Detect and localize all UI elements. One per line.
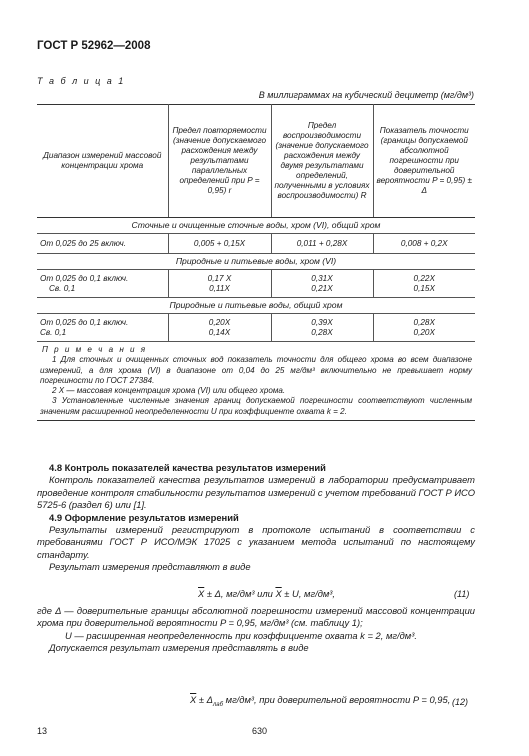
formula-11 — [198, 588, 335, 599]
value-line: 0,28X — [311, 327, 333, 337]
cell-R: 0,011 + 0,28X — [271, 234, 373, 254]
section-4-8-text: Контроль показателей качества результатов измерений в лаборатории предусматривает проведение контроля стабильности результатов измерений с учетом требований ГОСТ Р ИСО 5725-6 (раздел 6) или [1]. — [37, 474, 475, 511]
mean-x-symbol: $\overline{X}$ — [275, 588, 282, 599]
cell-r: 0,005 + 0,15X — [168, 234, 271, 254]
range-line: От 0,025 до 0,1 включ. — [40, 273, 129, 283]
cell-range — [37, 270, 168, 298]
cell-range — [37, 314, 168, 342]
mean-x-symbol: $\overline{X}$ — [198, 588, 205, 599]
mean-x-symbol: $\overline{X}$ — [190, 694, 197, 705]
col-header-reproducibility: Предел воспроизводимости (значение допускаемого расхождения между двумя результатами определений, полученными в условиях воспроизводимости) R — [271, 105, 373, 218]
table-row — [37, 234, 475, 254]
section-4-8 — [37, 462, 475, 574]
table-notes — [37, 342, 475, 421]
note-2: 2 X — массовая концентрация хрома (VI) или общего хрома. — [52, 386, 286, 396]
cell-delta: 0,008 + 0,2X — [373, 234, 475, 254]
col-header-range: Диапазон измерений массовой концентрации хрома — [37, 105, 168, 218]
section-4-9-text-2: Результат измерения представляют в виде — [49, 561, 251, 573]
value-line: 0,17 X — [207, 273, 232, 283]
value-line: 0,11X — [209, 283, 230, 293]
section-row — [37, 298, 475, 314]
range-line: Св. 0,1 — [49, 283, 76, 293]
section-4-9-title: 4.9 Оформление результатов измерений — [49, 511, 239, 523]
page-number-center: 630 — [252, 726, 268, 736]
formula-12-pm: ± Δ — [196, 694, 213, 705]
value-line: 0,31X — [311, 273, 333, 283]
range-line: Св. 0,1 — [40, 327, 67, 337]
definition-delta: где Δ — доверительные границы абсолютной погрешности измерений массовой концентрации хрома при доверительной вероятности P = 0,95, мг/дм³ (см. таблицу 1); — [37, 605, 475, 629]
cell-r — [168, 270, 271, 298]
value-line: 0,21X — [311, 283, 333, 293]
value-line: 0,14X — [208, 327, 231, 337]
value-line: 0,15X — [413, 283, 435, 293]
formula-11-part-2: ± U, мг/дм³, — [281, 588, 336, 599]
cell-r — [168, 314, 271, 342]
document-header: ГОСТ Р 52962—2008 — [37, 40, 151, 52]
col-header-repeatability: Предел повторяемости (значение допускаемого расхождения между результатами параллельных определений при P = 0,95) r — [168, 105, 271, 218]
table-row — [37, 270, 475, 298]
formula-12-number: (12) — [452, 697, 469, 707]
table-row — [37, 314, 475, 342]
section-4-9-text-1: Результаты измерений регистрируют в протоколе испытаний в соответствии с требованиями ГОСТ Р ИСО/МЭК 17025 с указанием метода испытаний по настоящему стандарту. — [37, 524, 475, 560]
section-title: Природные и питьевые воды, хром (VI) — [37, 254, 475, 270]
value-line: 0,20X — [208, 317, 231, 327]
measurement-table — [37, 104, 475, 421]
range-line: От 0,025 до 0,1 включ. — [40, 317, 129, 327]
value-line: 0,20X — [413, 327, 435, 337]
formula-11-part-1: ± Δ, мг/дм³ или — [204, 588, 276, 599]
note-1: 1 Для сточных и очищенных сточных вод показатель точности для общего хрома во всем диапазоне измерений, а для хрома (VI) в диапазоне от 0,04 до 25 мг/дм³ включительно не превышает норму погрешности по ГОСТ 27384. — [40, 355, 472, 385]
value-line: 0,28X — [413, 317, 435, 327]
cell-delta — [373, 270, 475, 298]
table-header-row — [37, 105, 475, 218]
table-units: В миллиграммах на кубический дециметр (мг/дм³) — [258, 90, 474, 100]
col-header-accuracy: Показатель точности (границы допускаемой абсолютной погрешности при доверительной вероятности P = 0,95) ± Δ — [373, 105, 475, 218]
note-3: 3 Установленные численные значения границ допускаемой погрешности соответствуют численным значениям расширенной неопределенности U при коэффициенте охвата k = 2. — [40, 396, 472, 416]
definitions — [37, 605, 475, 655]
cell-R — [271, 270, 373, 298]
value-line: 0,39X — [311, 317, 333, 327]
formula-12-rest: мг/дм³, при доверительной вероятности P = 0,95, — [223, 694, 451, 705]
notes-row — [37, 342, 475, 421]
definition-u: U — расширенная неопределенность при коэффициенте охвата k = 2, мг/дм³. — [65, 629, 417, 641]
page-number-left: 13 — [37, 726, 48, 736]
cell-delta — [373, 314, 475, 342]
section-4-8-title: 4.8 Контроль показателей качества результатов измерений — [49, 462, 326, 473]
cell-range: От 0,025 до 25 включ. — [37, 234, 168, 254]
section-row — [37, 218, 475, 234]
section-row — [37, 254, 475, 270]
section-title: Природные и питьевые воды, общий хром — [37, 298, 475, 314]
cell-R — [271, 314, 373, 342]
table-number: Т а б л и ц а 1 — [37, 76, 126, 86]
section-title: Сточные и очищенные сточные воды, хром (VI), общий хром — [37, 218, 475, 234]
value-line: 0,22X — [413, 273, 435, 283]
formula-11-number: (11) — [454, 589, 470, 599]
formula-12-subscript: лаб — [212, 701, 224, 708]
section-4-9-text-3: Допускается результат измерения представлять в виде — [49, 642, 309, 654]
notes-title: П р и м е ч а н и я — [42, 345, 148, 354]
formula-12 — [190, 694, 450, 708]
